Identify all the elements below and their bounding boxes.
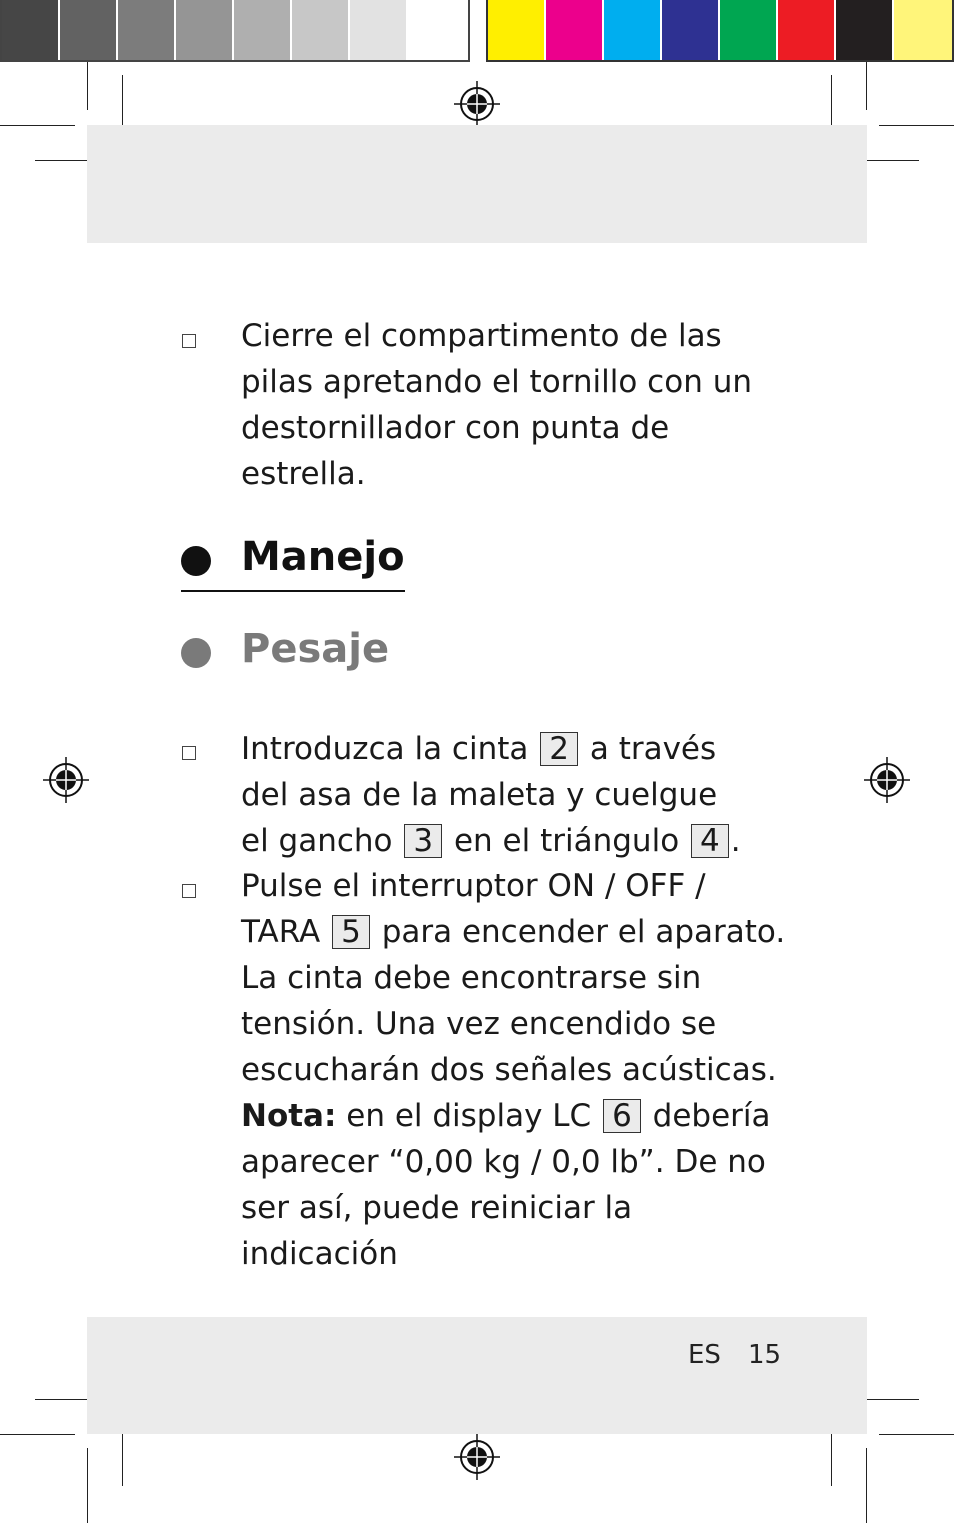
square-bullet-icon bbox=[182, 746, 196, 760]
footer-language: ES bbox=[688, 1340, 721, 1370]
step-insert-strap bbox=[241, 726, 751, 864]
registration-mark-icon bbox=[454, 1434, 500, 1480]
step-close-battery bbox=[241, 313, 781, 497]
note-label: Nota: bbox=[241, 1098, 337, 1134]
heading-underline bbox=[181, 590, 405, 592]
circle-bullet-icon bbox=[181, 638, 211, 668]
step2-text-2: para encender el aparato. La cinta debe encontrarse sin tensión. Una vez encendido se escucharán dos señales acústicas. bbox=[241, 914, 786, 1088]
part-ref-2: 2 bbox=[540, 732, 578, 766]
step1-text-4: . bbox=[730, 823, 741, 859]
part-ref-5: 5 bbox=[332, 915, 370, 949]
heading-pesaje: Pesaje bbox=[241, 626, 390, 672]
step-close-text: Cierre el compartimento de las pilas apretando el tornillo con un destornillador con punta de estrella. bbox=[241, 318, 752, 492]
registration-mark-icon bbox=[864, 757, 910, 803]
footer-page-number: 15 bbox=[748, 1340, 782, 1370]
step2-text-3: en el display LC bbox=[346, 1098, 592, 1134]
registration-mark-icon bbox=[454, 81, 500, 127]
part-ref-3: 3 bbox=[404, 824, 442, 858]
step1-text-3: en el triángulo bbox=[453, 823, 680, 859]
footer-band bbox=[87, 1317, 867, 1434]
step2-text-1: Pulse el interruptor ON / OFF / TARA bbox=[241, 868, 706, 950]
gray-swatch-frame bbox=[0, 0, 470, 62]
square-bullet-icon bbox=[182, 884, 196, 898]
part-ref-4: 4 bbox=[691, 824, 729, 858]
registration-mark-icon bbox=[43, 757, 89, 803]
step-power-on bbox=[241, 863, 786, 1277]
step1-text-2: a través del asa de la maleta y cuelgue el gancho bbox=[241, 731, 718, 859]
part-ref-6: 6 bbox=[603, 1099, 641, 1133]
square-bullet-icon bbox=[182, 334, 196, 348]
color-swatch-frame bbox=[486, 0, 954, 62]
step1-text-1: Introduzca la cinta bbox=[241, 731, 529, 767]
heading-manejo: Manejo bbox=[241, 534, 405, 580]
circle-bullet-icon bbox=[181, 546, 211, 576]
header-band bbox=[87, 125, 867, 243]
step2-text-4: debería aparecer “0,00 kg / 0,0 lb”. De no ser así, puede reiniciar la indicación bbox=[241, 1098, 771, 1272]
